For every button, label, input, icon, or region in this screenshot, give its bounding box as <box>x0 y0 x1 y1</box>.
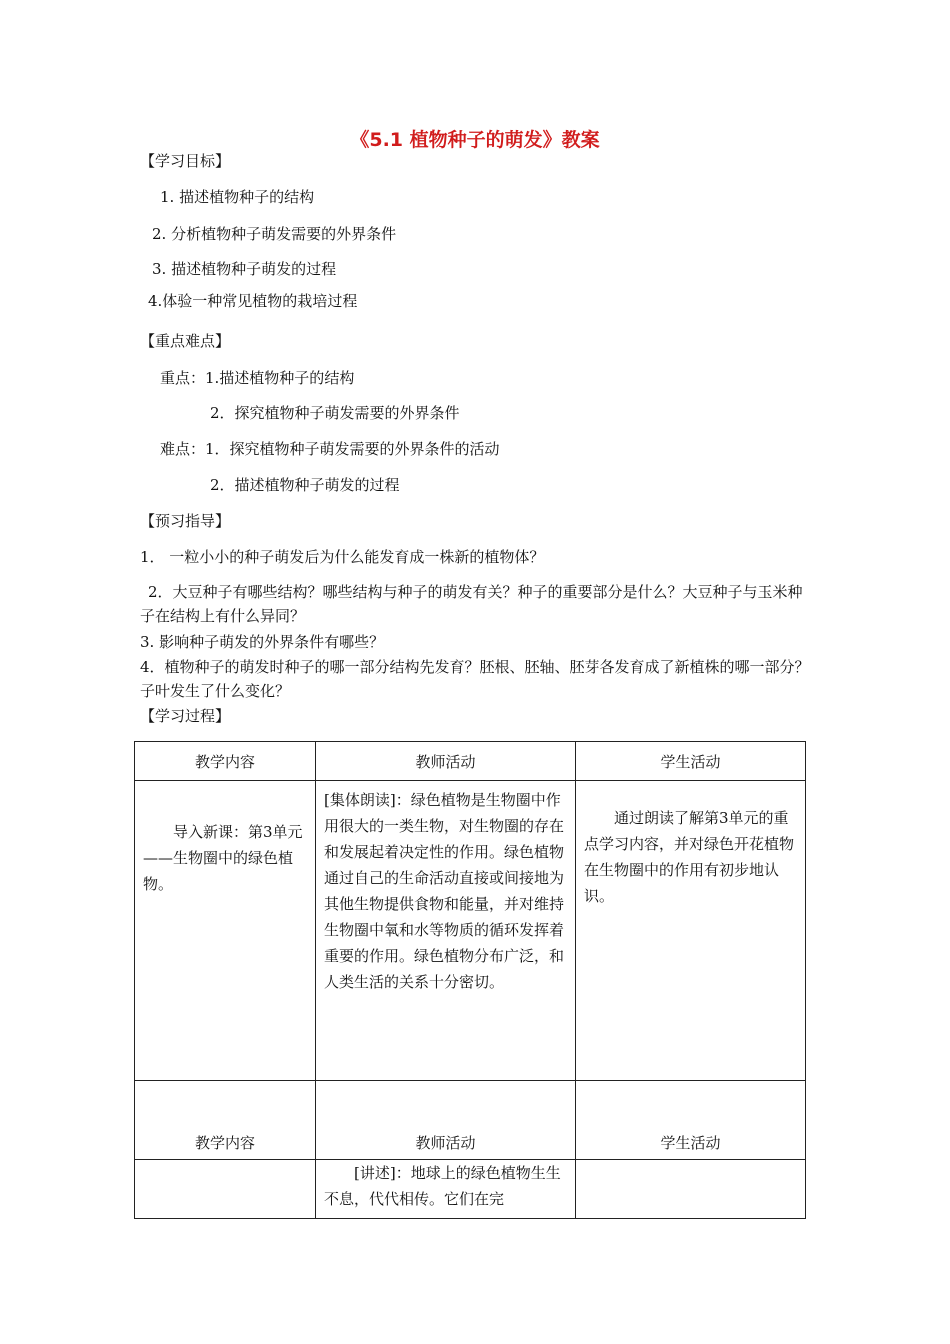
preview-item: 2．大豆种子有哪些结构？哪些结构与种子的萌发有关？种子的重要部分是什么？大豆种子与玉米种子在结构上有什么异同？ <box>140 583 803 625</box>
key-point-line: 难点：1．探究植物种子萌发需要的外界条件的活动 <box>160 440 500 458</box>
cell-text: 导入新课：第3单元——生物圈中的绿色植物。 <box>143 823 303 893</box>
teacher-cell <box>316 1160 576 1219</box>
objective-item: 2. 分析植物种子萌发需要的外界条件 <box>152 225 397 243</box>
process-heading: 【学习过程】 <box>140 707 231 725</box>
key-point-line: 2．探究植物种子萌发需要的外界条件 <box>210 404 460 422</box>
header-cell: 教师活动 <box>316 742 576 781</box>
objective-item: 3. 描述植物种子萌发的过程 <box>152 260 337 278</box>
page-title: 《5.1 植物种子的萌发》教案 <box>350 129 600 151</box>
content-cell <box>135 1160 316 1219</box>
content-cell <box>135 781 316 1081</box>
table-row <box>135 781 806 1081</box>
header-cell: 教学内容 <box>135 742 316 781</box>
cell-text: [讲述]：地球上的绿色植物生生不息，代代相传。它们在完 <box>324 1164 561 1208</box>
header-cell: 学生活动 <box>576 1081 806 1160</box>
process-table <box>134 741 806 1219</box>
objectives-heading: 【学习目标】 <box>140 152 231 170</box>
key-point-line: 2．描述植物种子萌发的过程 <box>210 476 400 494</box>
table-header-row <box>135 742 806 781</box>
preview-item: 1． 一粒小小的种子萌发后为什么能发育成一株新的植物体？ <box>140 548 545 566</box>
teacher-cell <box>316 781 576 1081</box>
key-point-line: 重点：1.描述植物种子的结构 <box>160 369 355 387</box>
cell-text <box>135 1160 315 1172</box>
student-cell <box>576 1160 806 1219</box>
cell-text <box>576 1160 805 1172</box>
objective-item: 4.体验一种常见植物的栽培过程 <box>148 292 358 310</box>
key-points-heading: 【重点难点】 <box>140 332 231 350</box>
cell-text: [集体朗读]：绿色植物是生物圈中作用很大的一类生物，对生物圈的存在和发展起着决定性的作用。绿色植物通过自己的生命活动直接或间接地为其他生物提供食物和能量，并对维持生物圈中氧和水等物质的循环发挥着重要的作用。绿色植物分布广泛，和人类生活的关系十分密切。 <box>324 791 565 991</box>
header-cell: 教学内容 <box>135 1081 316 1160</box>
table-row <box>135 1160 806 1219</box>
preview-item: 4．植物种子的萌发时种子的哪一部分结构先发育？胚根、胚轴、胚芽各发育成了新植株的哪一部分？子叶发生了什么变化？ <box>140 658 810 700</box>
preview-item: 3. 影响种子萌发的外界条件有哪些？ <box>140 633 385 651</box>
header-cell: 学生活动 <box>576 742 806 781</box>
table-header-row <box>135 1081 806 1160</box>
student-cell <box>576 781 806 1081</box>
cell-text: 通过朗读了解第3单元的重点学习内容，并对绿色开花植物在生物圈中的作用有初步地认识。 <box>584 809 795 905</box>
preview-heading: 【预习指导】 <box>140 512 231 530</box>
header-cell: 教师活动 <box>316 1081 576 1160</box>
objective-item: 1. 描述植物种子的结构 <box>160 188 315 206</box>
